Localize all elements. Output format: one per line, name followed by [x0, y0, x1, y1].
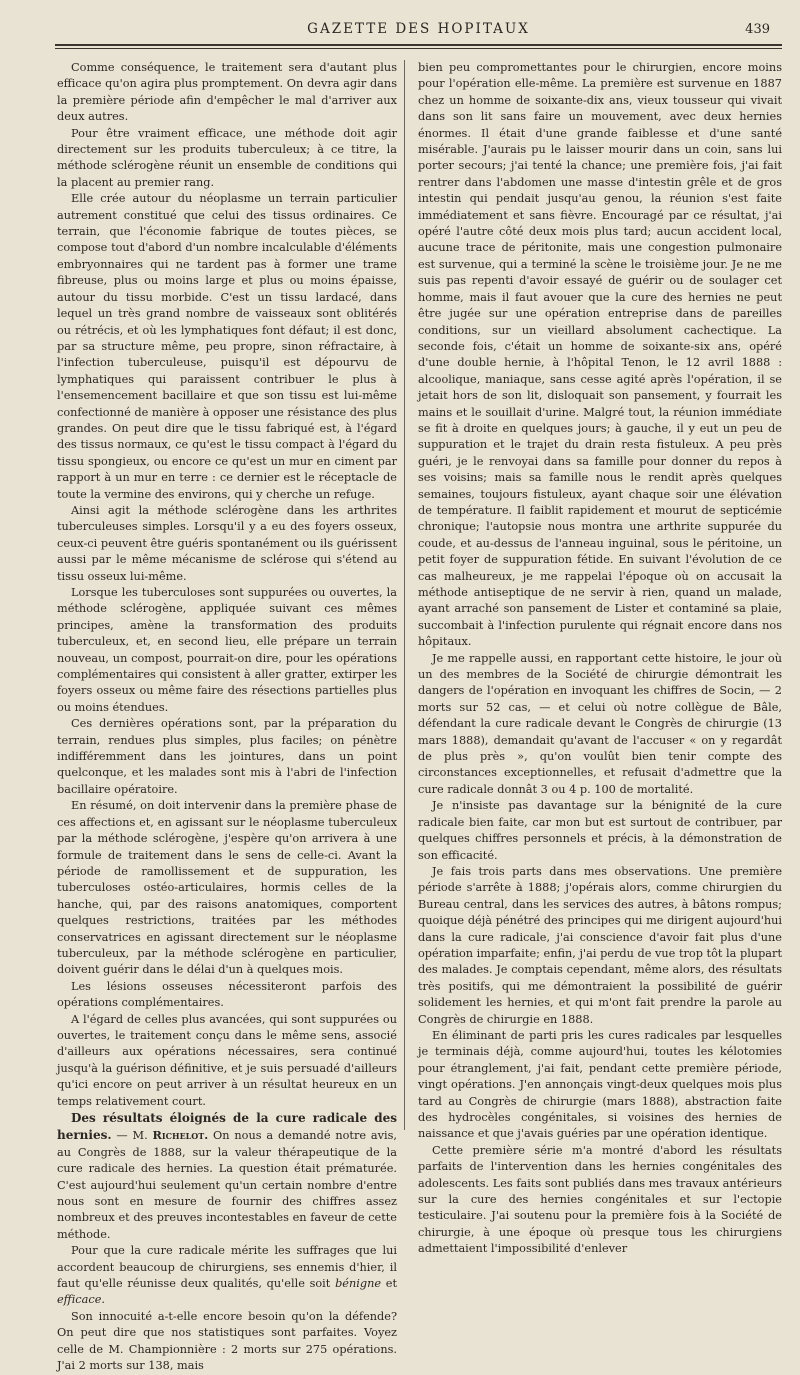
section-text: On nous a demandé notre avis, au Congrès de 1888, sur la valeur thérapeutique de la cure radicale des hernies. La question était prématurée. C'est aujourd'hui seulement qu'un certain nombre d'entre nous sont en mesure de fournir des chiffres assez nombreux et des preuves incontestables en faveur de cette méthode. [57, 1129, 397, 1241]
section-title: Des résultats éloignés de la cure radicale des hernies. [57, 1111, 397, 1143]
paragraph: A l'égard de celles plus avancées, qui sont suppurées ou ouvertes, le traitement conçu dans le même sens, associé d'ailleurs aux opérations nécessaires, sera continué jusqu'à la guérison définitive, et je suis persuadé d'ailleurs qu'ici encore on peut arriver à un résultat heureux en un temps relativement court. [57, 1012, 397, 1108]
paragraph: Lorsque les tuberculoses sont suppurées ou ouvertes, la méthode sclérogène, appliquée suivant ces mêmes principes, amène la transformation des produits tuberculeux, et, en second lieu, elle prépare un terrain nouveau, un compost, pourrait-on dire, pour les opérations complémentaires qui consistent à aller gratter, extirper les foyers osseux ou même faire des résections partielles plus ou moins étendues. [57, 586, 397, 714]
paragraph [57, 1243, 397, 1309]
author-prefix: — M. [116, 1129, 153, 1143]
header-rule-thin [55, 48, 782, 49]
section-heading-paragraph [57, 1110, 397, 1243]
paragraph: Ainsi agit la méthode sclérogène dans les arthrites tuberculeuses simples. Lorsqu'il y a eu des foyers osseux, ceux-ci peuvent être guéris spontanément ou ils guérissent aussi par le même mécanisme de sclérose qui s'étend au tissu osseux lui-même. [57, 503, 397, 583]
paragraph: Elle crée autour du néoplasme un terrain particulier autrement constitué que celui des tissus ordinaires. Ce terrain, que l'économie fabrique de toutes pièces, se compose tout d'abord d'un nombre incalculable d'éléments embryonnaires qui ne tardent pas à former une trame fibreuse, plus ou moins large et plus ou moins épaisse, autour du tissu morbide. C'est un tissu lardacé, dans lequel un très grand nombre de vaisseaux sont oblitérés ou rétrécis, et où les lymphatiques font défaut; il est donc, par sa structure même, peu propre, sinon réfractaire, à l'infection tuberculeuse, puisqu'il est dépourvu de lymphatiques qui paraissent contribuer le plus à l'ensemencement bacillaire et que son tissu est lui-même confectionné de manière à opposer une résistance des plus grandes. On peut dire que le tissu fabriqué est, à l'égard des tissus normaux, ce qu'est le tissu compact à l'égard du tissu spongieux, ou encore ce qu'est un mur en ciment par rapport à un mur en terre : ce dernier est le réceptacle de toute la vermine des environs, qui y cherche un refuge. [57, 192, 397, 501]
page-number: 439 [745, 22, 770, 37]
paragraph: Je me rappelle aussi, en rapportant cette histoire, le jour où un des membres de la Société de chirurgie démontrait les dangers de l'opération en invoquant les chiffres de Socin, — 2 morts sur 52 cas, — et celui où notre collègue de Bâle, défendant la cure radicale devant le Congrès de chirurgie (13 mars 1888), demandait qu'avant de l'accuser « on y regardât de plus près », qu'on voulût bien tenir compte des circonstances exceptionnelles, et refusait d'admettre que la cure radicale donnât 3 ou 4 p. 100 de mortalité. [418, 651, 782, 796]
emphasis-efficace: efficace [57, 1293, 102, 1307]
text-run: Pour que la cure radicale mérite les suffrages que lui accordent beaucoup de chirurgiens, ses ennemis d'hier, il faut qu'elle réunisse deux qualités, qu'elle soit [57, 1244, 397, 1291]
paragraph: Son innocuité a-t-elle encore besoin qu'on la défende? On peut dire que nos statistiques sont parfaites. Voyez celle de M. Championnière : 2 morts sur 275 opérations. J'ai 2 morts sur 138, mais [57, 1309, 397, 1373]
paragraph: Je fais trois parts dans mes observations. Une première période s'arrête à 1888; j'opérais alors, comme chirurgien du Bureau central, dans les services des autres, à bâtons rompus; quoique déjà pénétré des principes qui me dirigent aujourd'hui dans la cure radicale, j'ai conscience d'avoir fait plus d'une opération imparfaite; enfin, j'ai perdu de vue trop tôt la plupart des malades. Je comptais cependant, même alors, des résultats très positifs, qui me démontraient la possibilité de guérir solidement les hernies, et qui m'ont fait prendre la parole au Congrès de chirurgie en 1888. [418, 864, 782, 1026]
emphasis-benigne: bénigne [335, 1277, 382, 1291]
journal-title: GAZETTE DES HOPITAUX [307, 21, 530, 37]
text-run: . [101, 1293, 105, 1307]
right-column [418, 60, 782, 1256]
page-header [55, 18, 782, 40]
column-divider [404, 60, 405, 1130]
paragraph: Comme conséquence, le traitement sera d'autant plus efficace qu'on agira plus promptement. On devra agir dans la première période afin d'empêcher le mal d'arriver aux deux autres. [57, 61, 397, 124]
paragraph: Je n'insiste pas davantage sur la bénignité de la cure radicale bien faite, car mon but est surtout de contribuer, par quelques chiffres personnels et précis, à la démonstration de son efficacité. [418, 799, 782, 862]
continued-paragraph: bien peu compromettantes pour le chirurgien, encore moins pour l'opération elle-même. La première est survenue en 1887 chez un homme de soixante-dix ans, vieux tousseur qui vivait dans son lit sans faire un mouvement, avec deux hernies énormes. Il était d'une grande faiblesse et d'une santé misérable. J'aurais pu le laisser mourir dans un coin, sans lui porter secours; j'ai tenté la chance; une première fois, j'ai fait rentrer dans l'abdomen une masse d'intestin grêle et de gros intestin qui pendait jusqu'au genou, la réunion s'est faite immédiatement et sans fièvre. Encouragé par ce résultat, j'ai opéré l'autre côté deux mois plus tard; aucun accident local, aucune trace de péritonite, mais une congestion pulmonaire est survenue, qui a terminé la scène le troisième jour. Je ne me suis pas repenti d'avoir essayé de guérir ou de soulager cet homme, mais il faut avouer que la cure des hernies ne peut être jugée sur une opération entreprise dans de pareilles conditions, sur un vieillard absolument cachectique. La seconde fois, c'était un homme de soixante-six ans, opéré d'une double hernie, à l'hôpital Tenon, le 12 avril 1888 : alcoolique, maniaque, sans cesse agité après l'opération, il se jetait hors de son lit, disloquait son pansement, y fourrait les mains et le souillait d'urine. Malgré tout, la réunion immédiate se fit à droite en quelques jours; à gauche, il y eut un peu de suppuration et le trajet du drain resta fistuleux. A peu près guéri, je le renvoyai dans sa famille pour donner du repos à ses voisins; mais sa famille nous le rendit après quelques semaines, toujours fistuleux, ayant chaque soir une élévation de température. Il faiblit rapidement et mourut de septicémie chronique; l'autopsie nous montra une arthrite suppurée du coude, et au-dessus de l'anneau inguinal, sous le péritoine, un petit foyer de suppuration fétide. En suivant l'évolution de ce cas malheureux, je me rappelai l'époque où on accusait la méthode antiseptique de ne servir à rien, quand un malade, ayant arraché son pansement de Lister et contaminé sa plaie, succombait à l'infection purulente qui régnait encore dans nos hôpitaux. [418, 61, 782, 649]
header-rule-thick [55, 44, 782, 46]
left-column [57, 60, 397, 1373]
paragraph: Pour être vraiment efficace, une méthode doit agir directement sur les produits tuberculeux; à ce titre, la méthode sclérogène réunit un ensemble de conditions qui la placent au premier rang. [57, 126, 397, 189]
paragraph: Cette première série m'a montré d'abord les résultats parfaits de l'intervention dans les hernies congénitales des adolescents. Les faits sont publiés dans mes travaux antérieurs sur la cure des hernies congénitales et sur l'ectopie testiculaire. J'ai soutenu pour la première fois à la Société de chirurgie, à une époque où presque tous les chirurgiens admettaient l'impossibilité d'enlever [418, 1143, 782, 1256]
paragraph: En résumé, on doit intervenir dans la première phase de ces affections et, en agissant sur le néoplasme tuberculeux par la méthode sclérogène, j'espère qu'on arrivera à une formule de traitement dans le sens de celle-ci. Avant la période de ramollissement et de suppuration, les tuberculoses ostéo-articulaires, hormis celles de la hanche, qui, par des raisons anatomiques, comportent quelques restrictions, traitées par les méthodes conservatrices en agissant directement sur le néoplasme tuberculeux, par la méthode sclérogène en particulier, doivent guérir dans le délai d'un à quelques mois. [57, 799, 397, 977]
paragraph: Ces dernières opérations sont, par la préparation du terrain, rendues plus simples, plus faciles; on pénètre indifféremment dans les jointures, dans un point quelconque, et les malades sont mis à l'abri de l'infection bacillaire opératoire. [57, 717, 397, 796]
paragraph: Les lésions osseuses nécessiteront parfois des opérations complémentaires. [57, 979, 397, 1010]
paragraph: En éliminant de parti pris les cures radicales par lesquelles je terminais déjà, comme aujourd'hui, toutes les kélotomies pour étranglement, j'ai fait, pendant cette première période, vingt opérations. J'en annonçais vingt-deux quelques mois plus tard au Congrès de chirurgie (mars 1888), abstraction faite des hydrocèles congénitales, si voisines des hernies de naissance et que j'avais guéries par une opération identique. [418, 1028, 782, 1141]
author-name: Richelot. [152, 1128, 209, 1143]
text-run: et [381, 1277, 397, 1291]
